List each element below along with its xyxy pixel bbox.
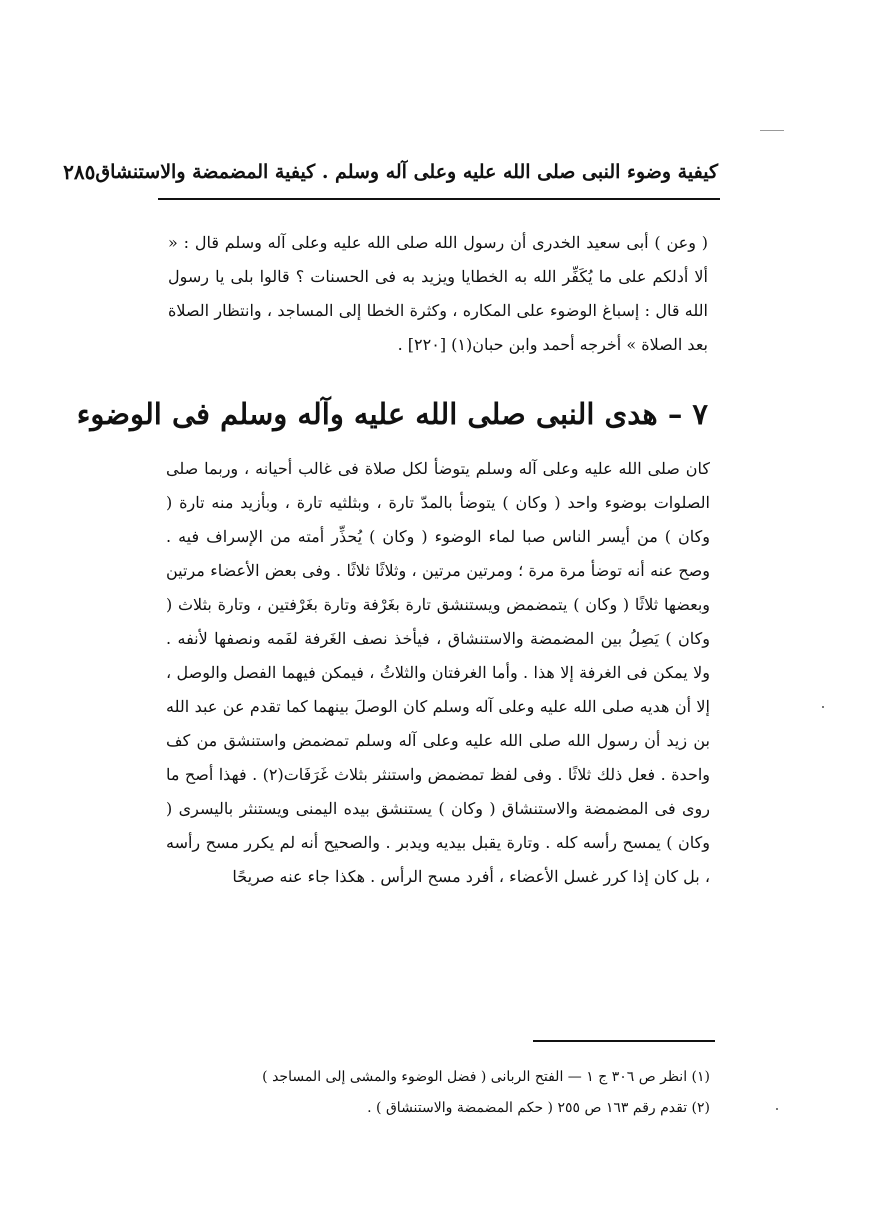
margin-mark <box>760 130 784 131</box>
page-number: ٢٨٥ <box>63 160 96 184</box>
running-header <box>63 152 718 192</box>
header-rule <box>158 198 720 200</box>
margin-dot <box>776 1108 778 1110</box>
header-title: كيفية وضوء النبى صلى الله عليه وعلى آله وسلم . كيفية المضمضة والاستنشاق <box>95 161 718 183</box>
body-paragraph: كان صلى الله عليه وعلى آله وسلم يتوضأ لكل صلاة فى غالب أحيانه ، وربما صلى الصلوات بوضوء واحد ( وكان ) يتوضأ بالمدّ تارة ، وبثلثيه تارة ، وبأزيد منه تارة ( وكان ) من أيسر الناس صبا لماء الوضوء ( وكان ) يُحذِّر أمته من الإسراف فيه . وصح عنه أنه توضأ مرة مرة ؛ ومرتين مرتين ، وثلاثًا ثلاثًا . وفى بعض الأعضاء مرتين وبعضها ثلاثًا ( وكان ) يتمضمض ويستنشق تارة بغَرْفة وتارة بغَرْفتين ، وتارة بثلاث ( وكان ) يَصِلُ بين المضمضة والاستنشاق ، فيأخذ نصف الغَرفة لفَمه ونصفها لأنفه . ولا يمكن فى الغرفة إلا هذا . وأما الغرفتان والثلاثُ ، فيمكن فيهما الفصل والوصل ، إلا أن هديه صلى الله عليه وعلى آله وسلم كان الوصلَ بينهما كما تقدم عن عبد الله بن زيد أن رسول الله صلى الله عليه وعلى آله وسلم تمضمض واستنشق من كف واحدة . فعل ذلك ثلاثًا . وفى لفظ تمضمض واستنثر بثلاث غَرَفَات(٢) . فهذا أصح ما روى فى المضمضة والاستنشاق ( وكان ) يستنشق بيده اليمنى ويستنثر باليسرى ( وكان ) يمسح رأسه كله . وتارة يقبل بيديه ويدبر . والصحيح أنه لم يكرر مسح رأسه ، بل كان إذا كرر غسل الأعضاء ، أفرد مسح الرأس . هكذا جاء عنه صريحًا <box>166 459 711 886</box>
footnote-2: (٢) تقدم رقم ١٦٣ ص ٢٥٥ ( حكم المضمضة والاستنشاق ) . <box>367 1100 710 1116</box>
footnote-1: (١) انظر ص ٣٠٦ ج ١ — الفتح الربانى ( فضل الوضوء والمشى إلى المساجد ) <box>262 1069 710 1085</box>
section-heading: ٧ – هدى النبى صلى الله عليه وآله وسلم فى الوضوء <box>76 397 708 431</box>
footnote-rule <box>533 1040 715 1042</box>
margin-dot <box>822 706 824 708</box>
hadith-paragraph: ( وعن ) أبى سعيد الخدرى أن رسول الله صلى الله عليه وعلى آله وسلم قال : « ألا أدلكم على ما يُكَفِّر الله به الخطايا ويزيد به فى الحسنات ؟ قالوا بلى يا رسول الله قال : إسباغ الوضوء على المكاره ، وكثرة الخطا إلى المساجد ، وانتظار الصلاة بعد الصلاة » أخرجه أحمد وابن حبان(١) [٢٢٠] . <box>168 233 708 354</box>
footnotes <box>250 1062 710 1124</box>
